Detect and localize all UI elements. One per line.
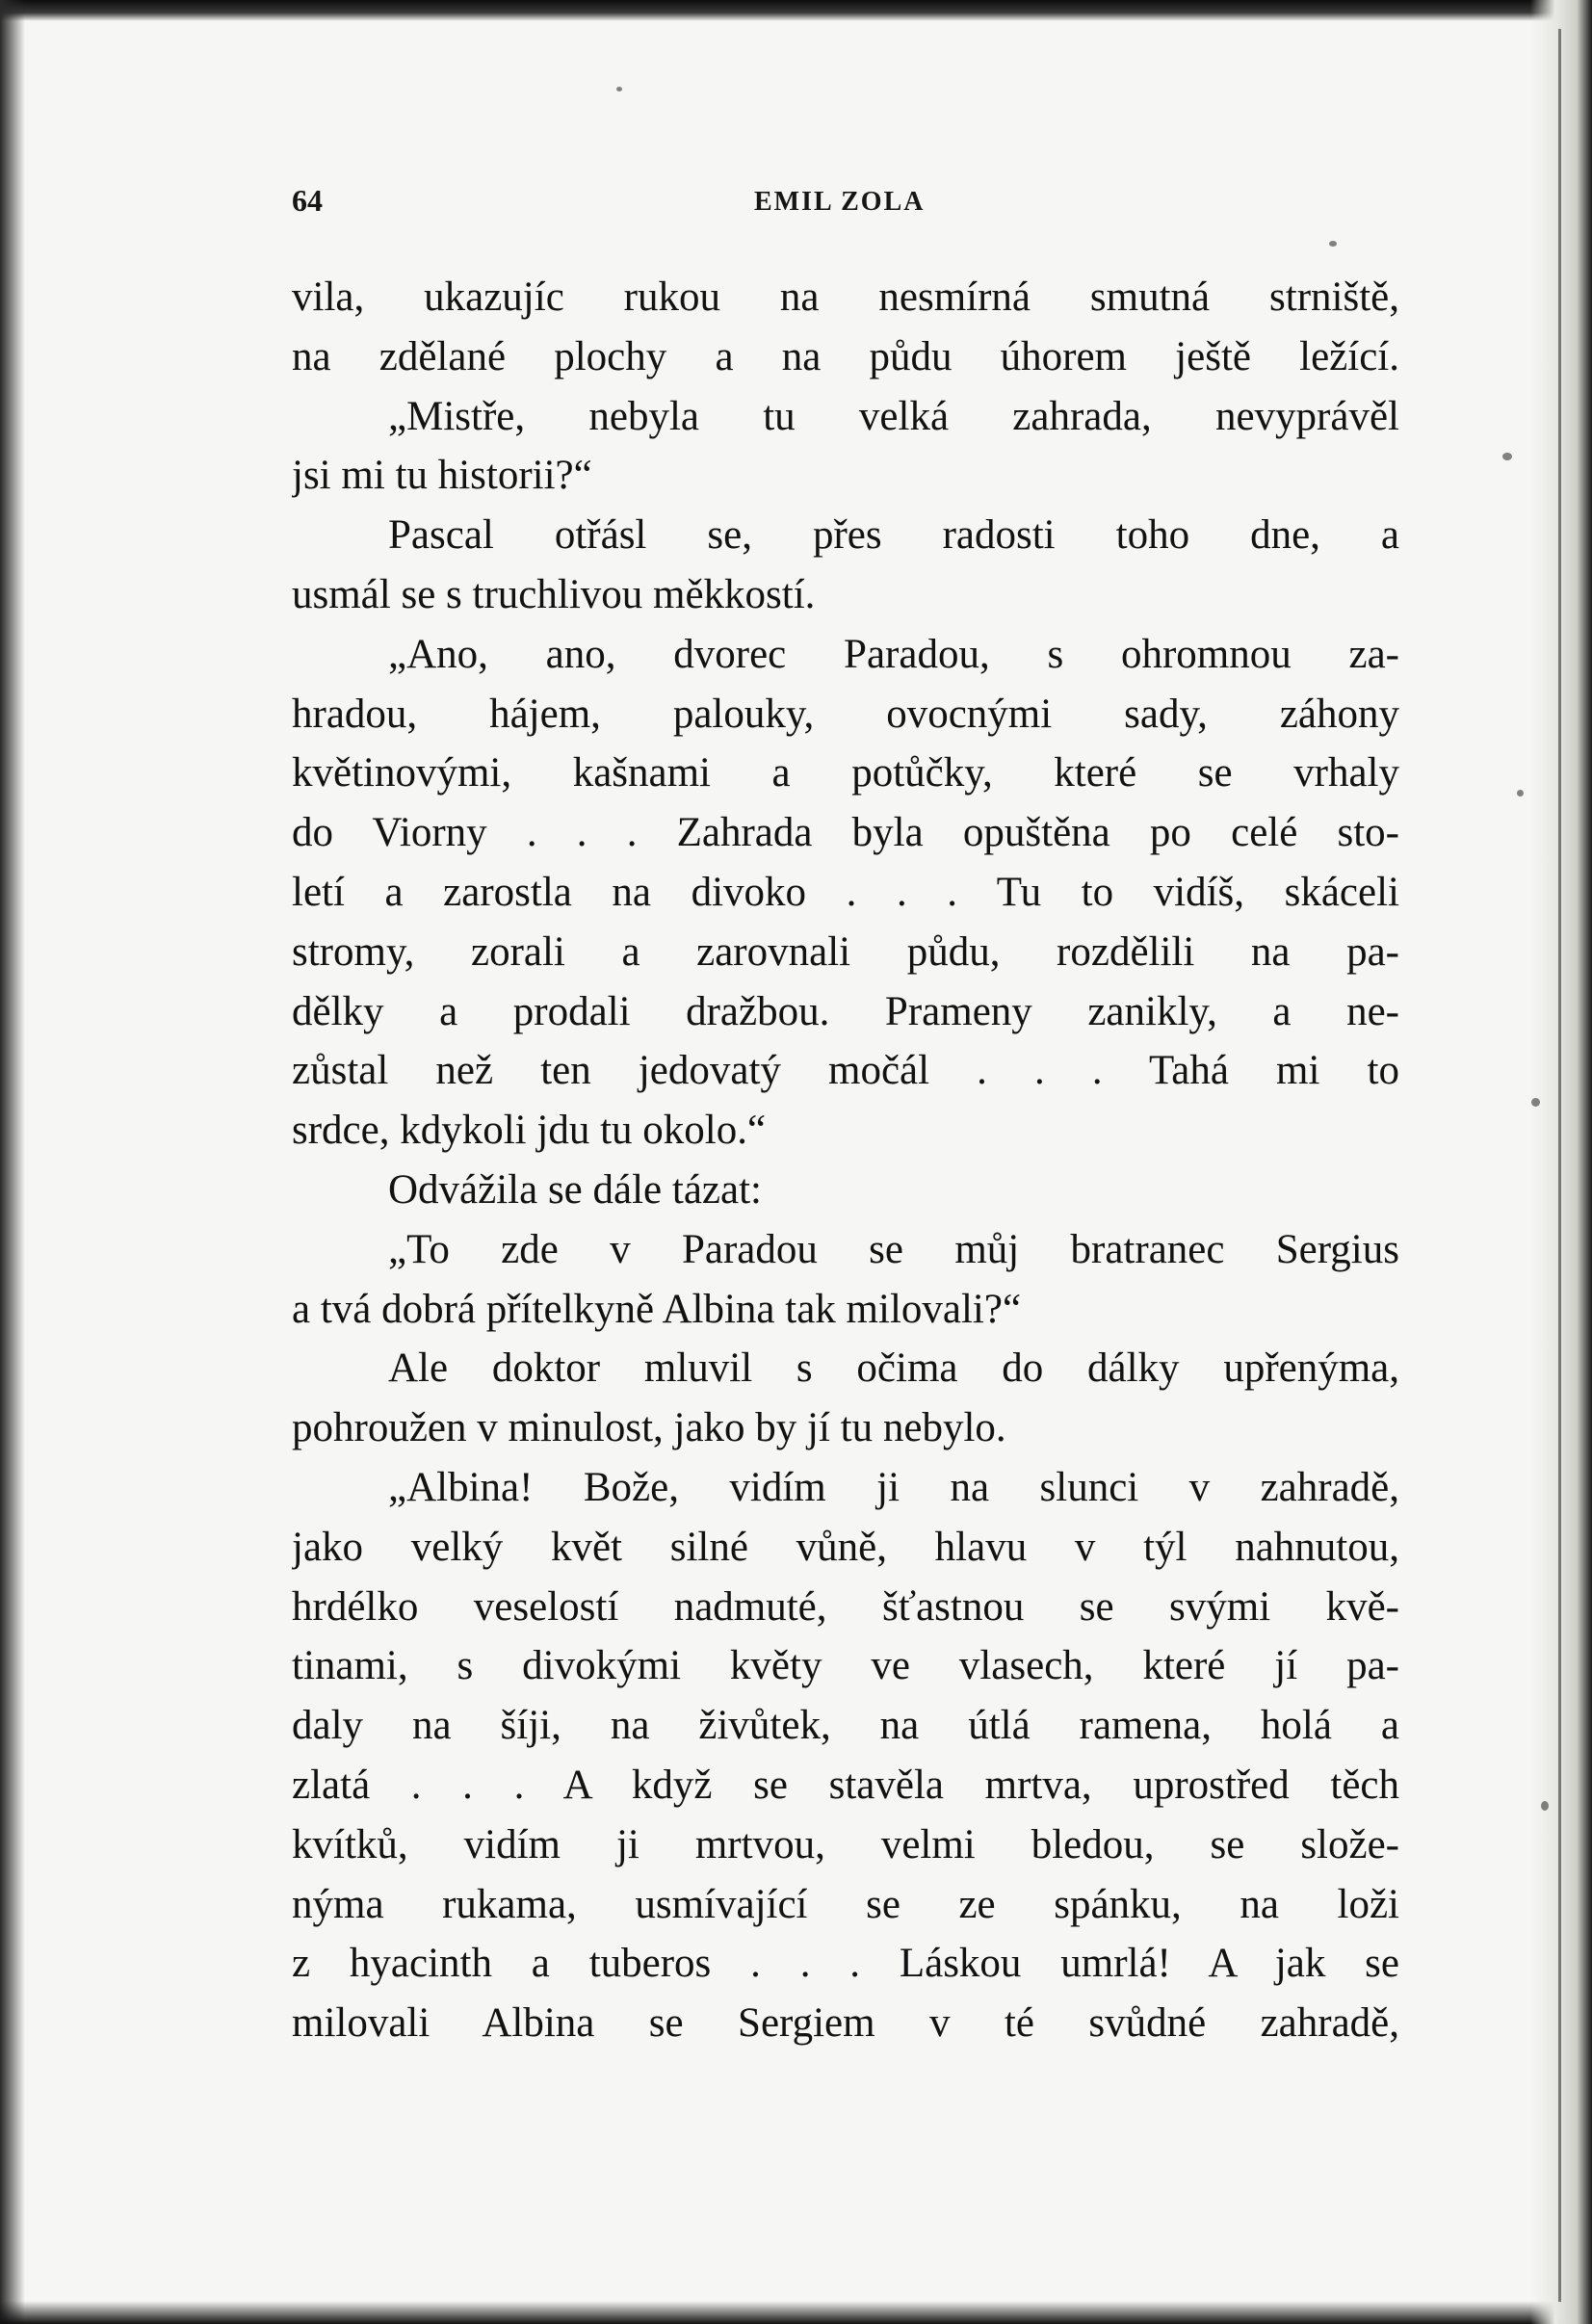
- text-line: „Ano, ano, dvorec Paradou, s ohromnou za-: [388, 631, 1399, 677]
- scan-bottom-shadow: [0, 2301, 1592, 2324]
- scan-speck: [1502, 453, 1512, 460]
- text-line: stromy, zorali a zarovnali půdu, rozdělili na pa-: [292, 928, 1399, 975]
- scan-top-shadow: [0, 0, 1592, 21]
- text-line: hrdélko veselostí nadmuté, šťastnou se svými kvě-: [292, 1583, 1399, 1630]
- text-line: Pascal otřásl se, přes radosti toho dne, a: [388, 512, 1399, 559]
- scan-left-shadow: [0, 0, 25, 2324]
- text-line: na zdělané plochy a na půdu úhorem ještě ležící.: [292, 333, 1399, 379]
- scan-speck: [1329, 241, 1337, 247]
- text-line: „Mistře, nebyla tu velká zahrada, nevyprávěl: [388, 393, 1399, 439]
- text-line: jsi mi tu historii?“: [292, 453, 592, 499]
- text-line: z hyacinth a tuberos . . . Láskou umrlá! A jak se: [292, 1941, 1399, 1987]
- page-header: [292, 183, 1399, 222]
- text-line: daly na šíji, na živůtek, na útlá ramena, holá a: [292, 1703, 1399, 1749]
- text-line: zůstal než ten jedovatý močál . . . Tahá mi to: [292, 1048, 1399, 1094]
- text-line: dělky a prodali dražbou. Prameny zanikly, a ne-: [292, 988, 1399, 1034]
- text-line: „To zde v Paradou se můj bratranec Sergius: [388, 1226, 1399, 1272]
- text-line: vila, ukazujíc rukou na nesmírná smutná strniště,: [292, 274, 1399, 320]
- text-line: milovali Albina se Sergiem v té svůdné zahradě,: [292, 2000, 1399, 2047]
- text-line: zlatá . . . A když se stavěla mrtva, uprostřed těch: [292, 1762, 1399, 1808]
- text-line: srdce, kdykoli jdu tu okolo.“: [292, 1108, 767, 1154]
- scan-right-edge: [1530, 0, 1592, 2324]
- text-line: Ale doktor mluvil s očima do dálky upřenýma,: [388, 1345, 1399, 1392]
- text-line: tinami, s divokými květy ve vlasech, které jí pa-: [292, 1643, 1399, 1689]
- scan-speck: [616, 87, 622, 91]
- body-text: [292, 268, 1399, 2053]
- running-head: EMIL ZOLA: [754, 187, 926, 217]
- scan-speck: [1541, 1801, 1549, 1811]
- text-line: letí a zarostla na divoko . . . Tu to vidíš, skáceli: [292, 869, 1399, 915]
- text-line: a tvá dobrá přítelkyně Albina tak milovali?“: [292, 1286, 1022, 1332]
- text-line: usmál se s truchlivou měkkostí.: [292, 571, 816, 617]
- page-number: 64: [292, 183, 323, 218]
- scan-speck: [1517, 790, 1524, 796]
- text-line: „Albina! Bože, vidím ji na slunci v zahradě,: [388, 1464, 1399, 1510]
- text-line: pohroužen v minulost, jako by jí tu nebylo.: [292, 1405, 1006, 1451]
- text-line: do Viorny . . . Zahrada byla opuštěna po celé sto-: [292, 810, 1399, 856]
- text-line: nýma rukama, usmívající se ze spánku, na loži: [292, 1881, 1399, 1927]
- text-line: Odvážila se dále tázat:: [388, 1166, 762, 1213]
- text-line: květinovými, kašnami a potůčky, které se vrhaly: [292, 750, 1399, 796]
- page-edge-line: [1558, 29, 1561, 2302]
- text-line: jako velký květ silné vůně, hlavu v týl nahnutou,: [292, 1524, 1399, 1570]
- text-line: hradou, hájem, palouky, ovocnými sady, záhony: [292, 691, 1399, 737]
- text-line: kvítků, vidím ji mrtvou, velmi bledou, se slože-: [292, 1821, 1399, 1867]
- scan-speck: [1531, 1098, 1540, 1107]
